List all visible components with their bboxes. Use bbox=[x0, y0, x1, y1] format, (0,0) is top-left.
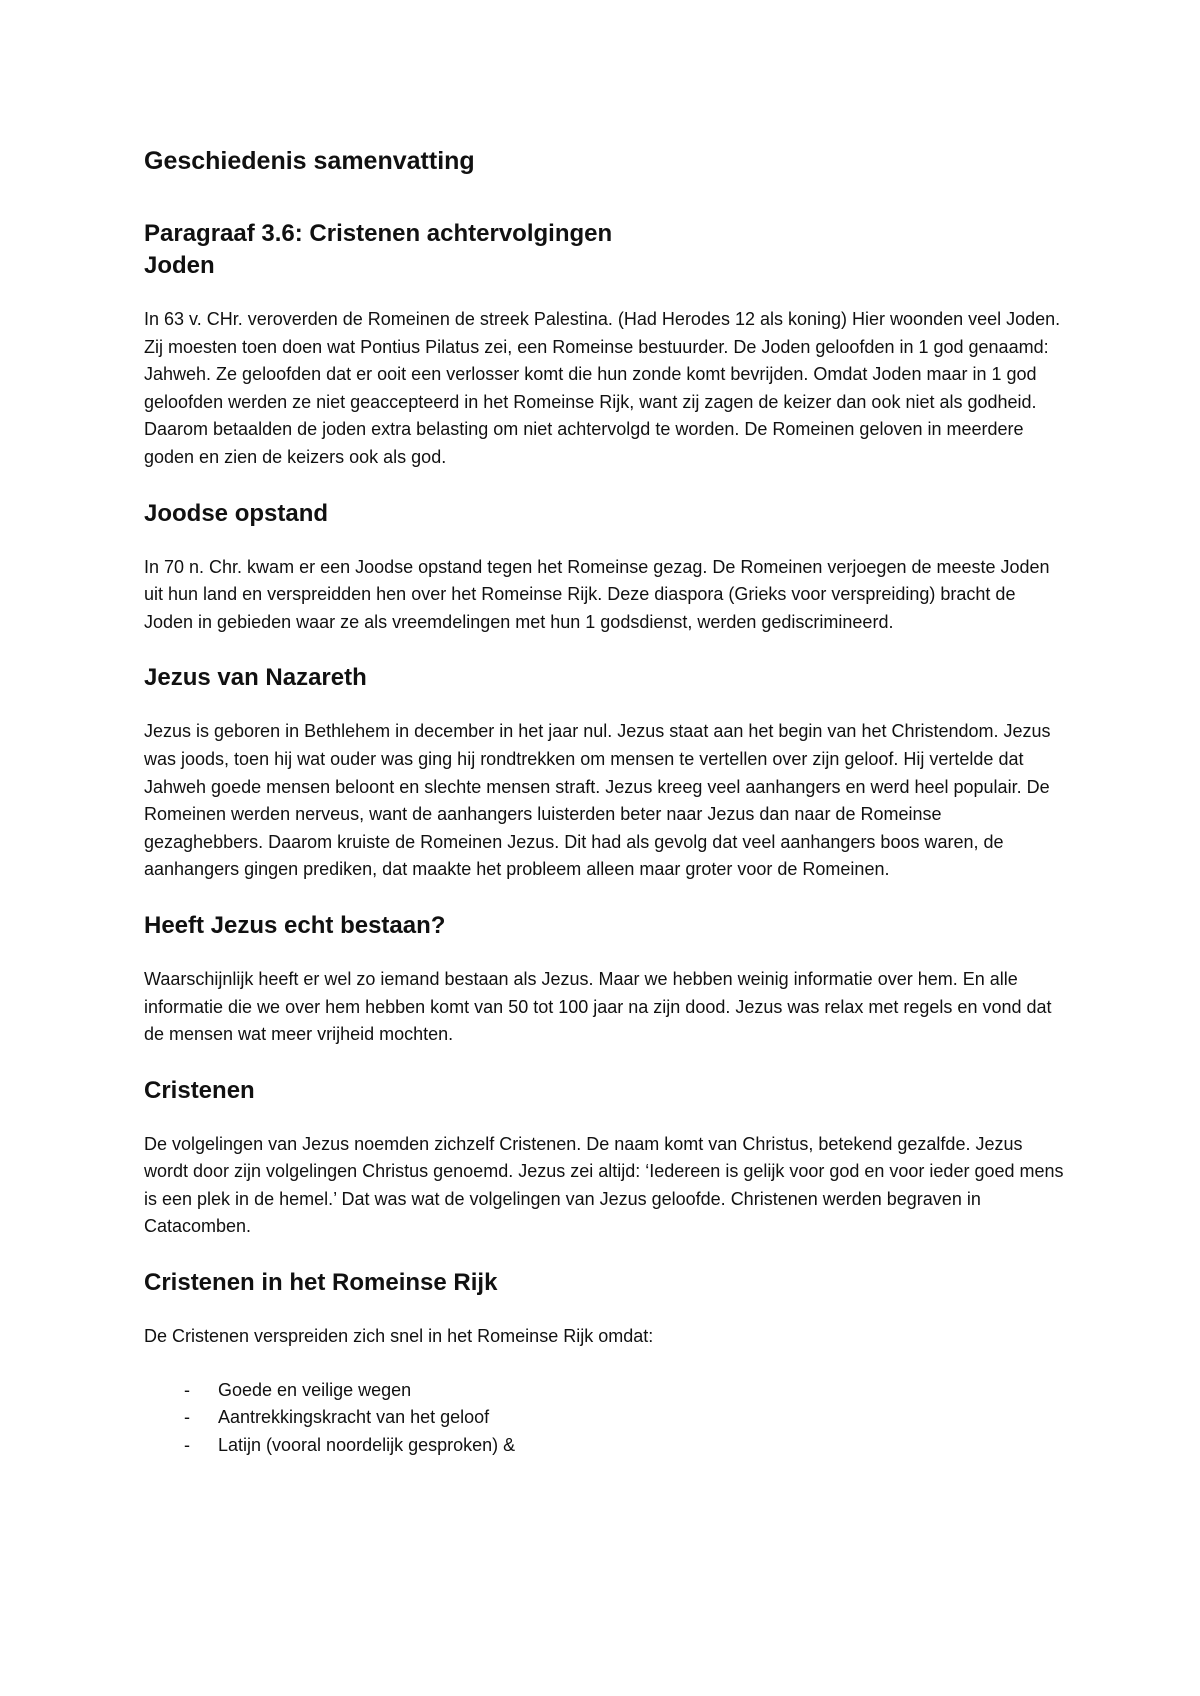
list-item bbox=[144, 1377, 1064, 1405]
heading-jezus-van-nazareth: Jezus van Nazareth bbox=[144, 664, 367, 692]
paragraph-cristenen: De volgelingen van Jezus noemden zichzelf Cristenen. De naam komt van Christus, betekend gezalfde. Jezus wordt door zijn volgelingen Christus genoemd. Jezus zei altijd: ‘Iedereen is gelijk voor god en voor ieder goed mens is een plek in de hemel.’ Dat was wat de volgelingen van Jezus geloofde. Christenen werden begraven in Catacomben. bbox=[144, 1133, 1064, 1237]
heading-joodse-opstand: Joodse opstand bbox=[144, 499, 329, 527]
heading-cristenen-romeinse-rijk: Cristenen in het Romeinse Rijk bbox=[144, 1269, 498, 1297]
paragraph-jezus-van-nazareth: Jezus is geboren in Bethlehem in december in het jaar nul. Jezus staat aan het begin van het Christendom. Jezus was joods, toen hij wat ouder was ging hij rondtrekken om mensen te vertellen over zijn geloof. Hij vertelde dat Jahweh goede mensen beloont en slechte mensen straft. Jezus kreeg veel aanhangers en werd heel populair. De Romeinen werden nerveus, want de aanhangers luisterden beter naar Jezus dan naar de Romeinse gezaghebbers. Daarom kruiste de Romeinen Jezus. Dit had als gevolg dat veel aanhangers boos waren, de aanhangers gingen prediken, dat maakte het probleem alleen maar groter voor de Romeinen. bbox=[144, 721, 1051, 880]
list-item-text: Aantrekkingskracht van het geloof bbox=[218, 1407, 490, 1428]
heading-joden: Joden bbox=[144, 252, 215, 279]
list-item bbox=[144, 1404, 1064, 1432]
heading-cristenen: Cristenen bbox=[144, 1076, 255, 1104]
list-item-text: Goede en veilige wegen bbox=[218, 1379, 412, 1400]
list-marker: - bbox=[184, 1407, 190, 1428]
list-item bbox=[144, 1432, 1064, 1460]
document-page bbox=[144, 144, 1064, 1459]
paragraph-joodse-opstand: In 70 n. Chr. kwam er een Joodse opstand tegen het Romeinse gezag. De Romeinen verjoegen de meeste Joden uit hun land en verspreidden hen over het Romeinse Rijk. Deze diaspora (Grieks voor verspreiding) bracht de Joden in gebieden waar ze als vreemdelingen met hun 1 godsdienst, werden gediscrimineerd. bbox=[144, 556, 1050, 632]
paragraph-joden: In 63 v. CHr. veroverden de Romeinen de streek Palestina. (Had Herodes 12 als koning) Hier woonden veel Joden. Zij moesten toen doen wat Pontius Pilatus zei, een Romeinse bestuurder. De Joden geloofden in 1 god genaamd: Jahweh. Ze geloofden dat er ooit een verlosser komt die hun zonde komt bevrijden. Omdat Joden maar in 1 god geloofden werden ze niet geaccepteerd in het Romeinse Rijk, want zij zagen de keizer dan ook niet als godheid. Daarom betaalden de joden extra belasting om niet achtervolgd te worden. De Romeinen geloven in meerdere goden en zien de keizers ook als god. bbox=[144, 309, 1061, 467]
document-title: Geschiedenis samenvatting bbox=[144, 147, 475, 175]
list-marker: - bbox=[184, 1379, 190, 1400]
reasons-list bbox=[144, 1377, 1064, 1460]
paragraph-cristenen-romeinse-rijk: De Cristenen verspreiden zich snel in het Romeinse Rijk omdat: bbox=[144, 1326, 654, 1347]
paragraph-heeft-jezus-bestaan: Waarschijnlijk heeft er wel zo iemand bestaan als Jezus. Maar we hebben weinig informatie over hem. En alle informatie die we over hem hebben komt van 50 tot 100 jaar na zijn dood. Jezus was relax met regels en vond dat de mensen wat meer vrijheid mochten. bbox=[144, 968, 1052, 1045]
section-heading: Paragraaf 3.6: Cristenen achtervolgingen bbox=[144, 220, 613, 247]
list-marker: - bbox=[184, 1434, 190, 1455]
list-item-text: Latijn (vooral noordelijk gesproken) & bbox=[218, 1434, 516, 1455]
heading-heeft-jezus-bestaan: Heeft Jezus echt bestaan? bbox=[144, 911, 446, 939]
